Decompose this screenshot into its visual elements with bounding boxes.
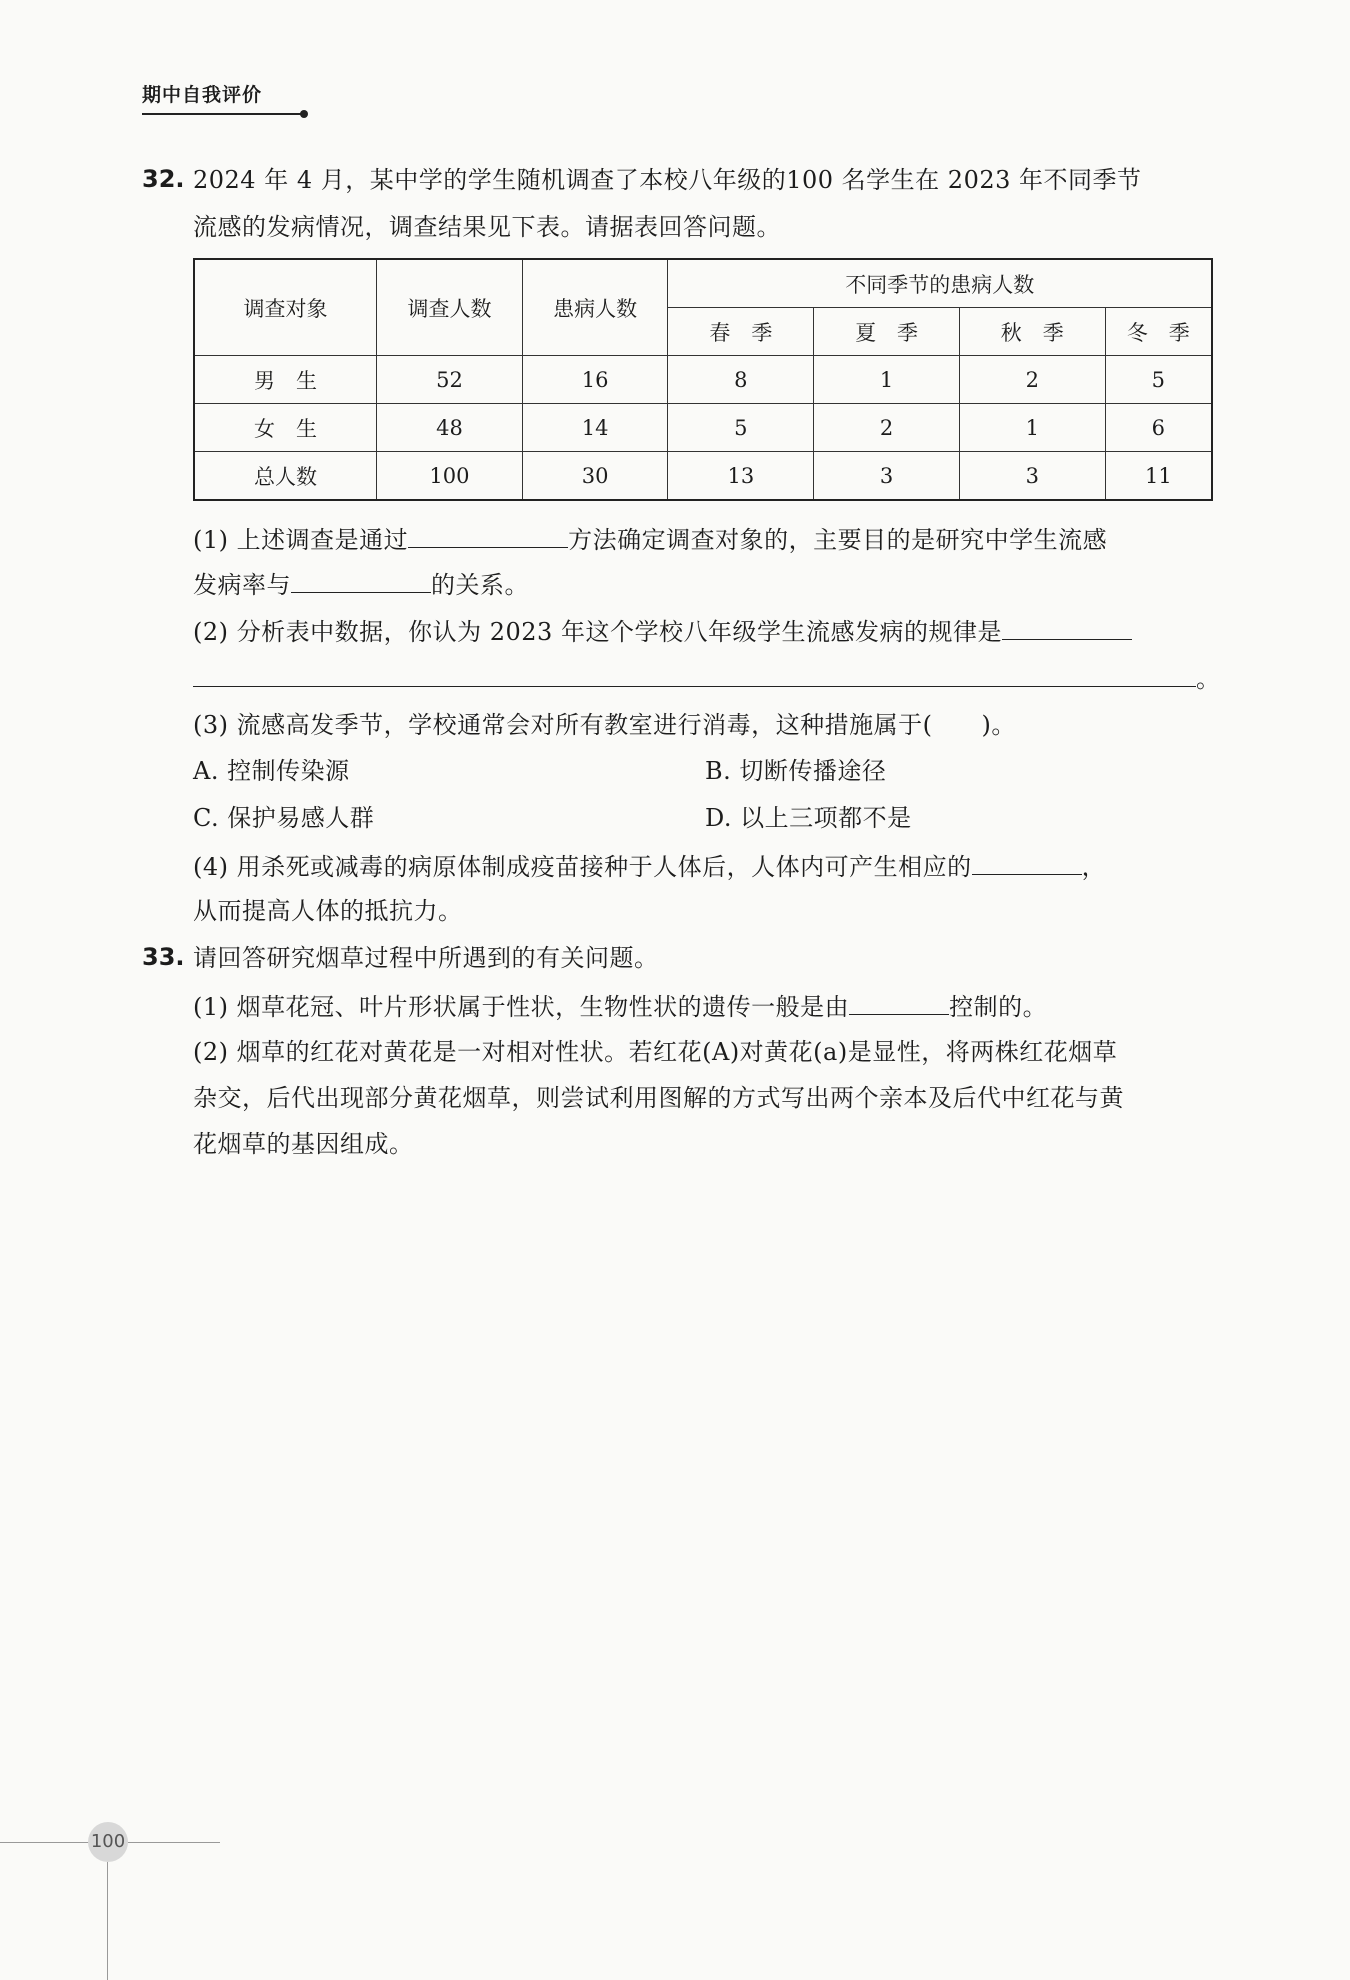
section-header: 期中自我评价 [142, 84, 263, 106]
answer-blank-antibody[interactable] [972, 850, 1082, 875]
cell-autumn: 3 [959, 452, 1105, 501]
header-autumn: 秋 季 [959, 308, 1105, 356]
q32-part3: (3) 流感高发季节，学校通常会对所有教室进行消毒，这种措施属于( )。 [193, 711, 1016, 739]
q32-part2-line2 [193, 662, 1221, 694]
header-surveyed: 调查人数 [377, 259, 523, 356]
row-label: 男 生 [194, 356, 377, 404]
q33-part2-line3: 花烟草的基因组成。 [193, 1130, 414, 1158]
cell-sick: 30 [522, 452, 668, 501]
cell-surveyed: 48 [377, 404, 523, 452]
q32-part1-line2 [193, 568, 529, 600]
answer-blank-gene[interactable] [849, 990, 949, 1015]
q32-part1-line1 [193, 523, 1107, 555]
q32-part4-text-a: (4) 用杀死或减毒的病原体制成疫苗接种于人体后，人体内可产生相应的 [193, 853, 972, 881]
q32-part1-text-d: 的关系。 [431, 571, 529, 599]
cell-sick: 16 [522, 356, 668, 404]
q32-part4-line2: 从而提高人体的抵抗力。 [193, 897, 463, 925]
page-number: 100 [88, 1822, 128, 1862]
header-subject: 调查对象 [194, 259, 377, 356]
table-row [194, 404, 1212, 452]
q32-part1-text-c: 发病率与 [193, 571, 291, 599]
q33-part1-text-b: 控制的。 [949, 993, 1048, 1021]
header-rule [142, 113, 302, 115]
cell-summer: 2 [814, 404, 960, 452]
q32-part1-text-b: 方法确定调查对象的，主要目的是研究中学生流感 [568, 526, 1108, 554]
header-dot [300, 110, 308, 118]
row-label: 总人数 [194, 452, 377, 501]
q32-part2-end: 。 [1196, 665, 1221, 693]
header-spring: 春 季 [668, 308, 814, 356]
cell-winter: 6 [1105, 404, 1212, 452]
q32-intro-line2: 流感的发病情况，调查结果见下表。请据表回答问题。 [193, 213, 781, 241]
cell-spring: 13 [668, 452, 814, 501]
q32-part2-text: (2) 分析表中数据，你认为 2023 年这个学校八年级学生流感发病的规律是 [193, 618, 1002, 646]
question-32-number: 32. [142, 165, 185, 193]
row-label: 女 生 [194, 404, 377, 452]
answer-blank-pattern-cont[interactable] [193, 662, 1196, 687]
cell-spring: 5 [668, 404, 814, 452]
header-sick: 患病人数 [522, 259, 668, 356]
cell-surveyed: 100 [377, 452, 523, 501]
cell-winter: 11 [1105, 452, 1212, 501]
answer-blank-method[interactable] [408, 523, 568, 548]
cell-autumn: 1 [959, 404, 1105, 452]
option-c: C. 保护易感人群 [193, 804, 375, 832]
q33-part2-line2: 杂交，后代出现部分黄花烟草，则尝试利用图解的方式写出两个亲本及后代中红花与黄 [193, 1084, 1124, 1112]
table-row [194, 356, 1212, 404]
footer-vertical-rule [107, 1862, 108, 1980]
option-d: D. 以上三项都不是 [705, 804, 912, 832]
q33-part1 [193, 990, 1047, 1022]
cell-spring: 8 [668, 356, 814, 404]
option-b: B. 切断传播途径 [705, 757, 887, 785]
q32-part4-line1 [193, 850, 1106, 882]
q33-part2-line1: (2) 烟草的红花对黄花是一对相对性状。若红花(A)对黄花(a)是显性，将两株红花烟草 [193, 1038, 1118, 1066]
header-season-group: 不同季节的患病人数 [668, 259, 1212, 308]
q32-part4-comma: ， [1081, 853, 1107, 881]
header-winter: 冬 季 [1105, 308, 1212, 356]
q32-intro-line1: 2024 年 4 月，某中学的学生随机调查了本校八年级的100 名学生在 2023 年不同季节 [193, 166, 1142, 194]
q32-part1-text-a: (1) 上述调查是通过 [193, 526, 409, 554]
answer-blank-pattern[interactable] [1002, 615, 1132, 640]
option-a: A. 控制传染源 [193, 757, 350, 785]
cell-summer: 1 [814, 356, 960, 404]
answer-blank-relation[interactable] [291, 568, 431, 593]
question-33-number: 33. [142, 943, 185, 971]
survey-table [193, 258, 1213, 501]
cell-summer: 3 [814, 452, 960, 501]
q33-part1-text-a: (1) 烟草花冠、叶片形状属于性状，生物性状的遗传一般是由 [193, 993, 850, 1021]
cell-autumn: 2 [959, 356, 1105, 404]
cell-winter: 5 [1105, 356, 1212, 404]
header-summer: 夏 季 [814, 308, 960, 356]
table-row [194, 452, 1212, 501]
q33-intro: 请回答研究烟草过程中所遇到的有关问题。 [193, 944, 659, 972]
q32-part2-line1 [193, 615, 1132, 647]
cell-surveyed: 52 [377, 356, 523, 404]
cell-sick: 14 [522, 404, 668, 452]
